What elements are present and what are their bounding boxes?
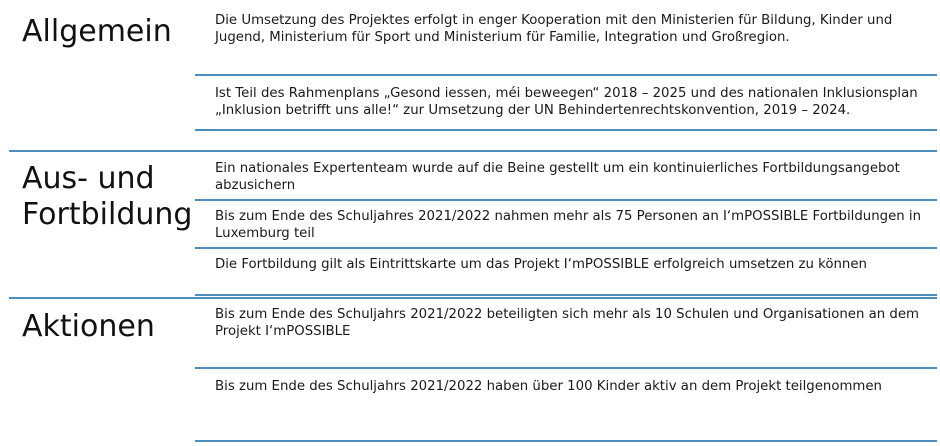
item-divider — [195, 129, 937, 131]
list-item: Bis zum Ende des Schuljahrs 2021/2022 beteiligten sich mehr als 10 Schulen und Organisationen an dem Projekt I‘mPOSSIBLE — [215, 307, 919, 339]
item-divider — [195, 294, 937, 296]
list-item: Die Fortbildung gilt als Eintrittskarte um das Projekt I‘mPOSSIBLE erfolgreich umsetzen zu können — [215, 257, 867, 272]
item-divider — [195, 74, 937, 76]
item-divider — [195, 247, 937, 249]
section-divider — [9, 150, 937, 152]
section-title-fortbildung-line2: Fortbildung — [22, 197, 193, 232]
section-title-aktionen: Aktionen — [22, 309, 155, 344]
section-divider — [9, 297, 937, 299]
list-item: Bis zum Ende des Schuljahrs 2021/2022 haben über 100 Kinder aktiv an dem Projekt teilgenommen — [215, 379, 882, 394]
section-title-allgemein: Allgemein — [22, 14, 172, 49]
list-item: Ist Teil des Rahmenplans „Gesond iessen, méi beweegen“ 2018 – 2025 und des nationalen Inklusionsplan „Inklusion betrifft uns alle!“ zur Umsetzung der UN Behindertenrechtskonvention, 2019 – 2024. — [215, 86, 918, 118]
item-divider — [195, 199, 937, 201]
list-item: Die Umsetzung des Projektes erfolgt in enger Kooperation mit den Ministerien für Bildung, Kinder und Jugend, Ministerium für Sport und Ministerium für Familie, Integration und Großregion. — [215, 13, 893, 45]
list-item: Bis zum Ende des Schuljahres 2021/2022 nahmen mehr als 75 Personen an I‘mPOSSIBLE Fortbildungen in Luxemburg teil — [215, 209, 922, 241]
section-title-fortbildung-line1: Aus- und — [22, 161, 155, 196]
item-divider — [195, 440, 937, 442]
item-divider — [195, 367, 937, 369]
list-item: Ein nationales Expertenteam wurde auf die Beine gestellt um ein kontinuierliches Fortbildungsangebot abzusichern — [215, 161, 900, 193]
